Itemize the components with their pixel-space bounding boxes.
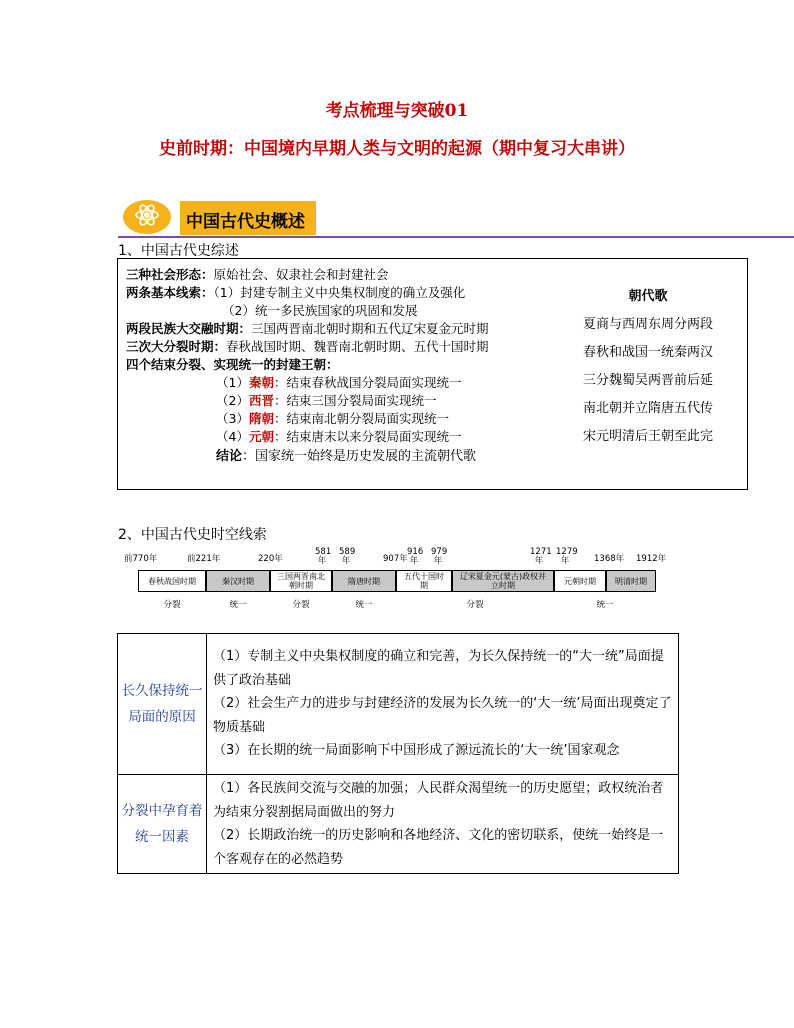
brain-atom-icon — [118, 195, 176, 237]
dynasty-yuan: （4）元朝：结束唐末以来分裂局面实现统一 — [216, 429, 462, 444]
division-label: 分裂 — [292, 600, 310, 610]
year-label: 589年 — [339, 547, 356, 566]
line-two-threads-2: （2）统一多民族国家的巩固和发展 — [222, 303, 418, 318]
unity-label: 统一 — [229, 600, 247, 610]
year-label: 581年 — [315, 547, 332, 566]
row-label: 分裂中孕育着统一因素 — [118, 775, 207, 874]
overview-box — [117, 258, 748, 490]
page-subtitle: 史前时期：中国境内早期人类与文明的起源（期中复习大串讲） — [159, 139, 635, 159]
dynasty-poem — [573, 283, 723, 451]
period-cell: 三国两晋南北朝时期 — [270, 570, 332, 592]
factor-item: （1）各民族间交流与交融的加强；人民群众渴望统一的历史愿望；政权统治者为结束分裂割据局面做出的努力 — [213, 781, 664, 820]
year-label: 1912年 — [636, 554, 667, 564]
poem-line: 三分魏蜀吴两晋前后延 — [582, 373, 713, 388]
line-fusion-periods: 两段民族大交融时期：三国两晋南北朝时期和五代辽宋夏金元时期 — [126, 321, 489, 336]
year-label: 前770年 — [124, 554, 158, 564]
year-label: 916年 — [407, 547, 424, 566]
reason-item: （3）在长期的统一局面影响下中国形成了源远流长的‘大一统’国家观念 — [213, 743, 620, 759]
year-label: 1279年 — [556, 547, 578, 566]
line-division-periods: 三次大分裂时期：春秋战国时期、魏晋南北朝时期、五代十国时期 — [126, 339, 489, 354]
period-cell: 五代十国时期 — [396, 570, 452, 592]
line-two-threads: 两条基本线索：（1）封建专制主义中央集权制度的确立及强化 — [126, 285, 466, 300]
year-label: 1271年 — [530, 547, 552, 566]
analysis-table — [117, 633, 679, 874]
line-social-forms: 三种社会形态：原始社会、奴隶社会和封建社会 — [126, 267, 389, 282]
banner-label: 中国古代史概述 — [186, 212, 305, 232]
period-cell: 辽宋夏金元(蒙古)政权并立时期 — [452, 570, 554, 592]
conclusion: 结论：国家统一始终是历史发展的主流朝代歌 — [216, 449, 477, 464]
line-unifying-dynasties: 四个结束分裂、实现统一的封建王朝： — [126, 357, 339, 372]
row-label: 长久保持统一局面的原因 — [118, 634, 207, 775]
poem-line: 夏商与西周东周分两段 — [582, 317, 713, 332]
page-title: 考点梳理与突破01 — [325, 101, 469, 121]
division-label: 分裂 — [466, 600, 484, 610]
factor-item: （2）长期政治统一的历史影响和各地经济、文化的密切联系，使统一始终是一个客观存在的必然趋势 — [213, 828, 664, 867]
year-label: 前221年 — [187, 554, 221, 564]
year-label: 1368年 — [594, 554, 625, 564]
section-banner — [180, 201, 316, 235]
unity-label: 统一 — [355, 600, 373, 610]
period-cell: 明清时期 — [606, 570, 656, 592]
period-cell: 隋唐时期 — [332, 570, 396, 592]
banner-divider — [118, 236, 794, 238]
dynasty-xijin: （2）西晋：结束三国分裂局面实现统一 — [216, 393, 437, 408]
section2-heading: 2、中国古代史时空线索 — [118, 527, 267, 543]
section1-heading: 1、中国古代史综述 — [118, 243, 239, 259]
dynasty-qin: （1）秦朝：结束春秋战国分裂局面实现统一 — [216, 375, 462, 390]
poem-line: 宋元明清后王朝至此完 — [582, 429, 713, 444]
poem-title: 朝代歌 — [628, 289, 668, 304]
period-cell: 秦汉时期 — [206, 570, 270, 592]
year-label: 979年 — [431, 547, 448, 566]
year-label: 220年 — [258, 554, 283, 564]
table-row — [118, 775, 679, 874]
poem-line: 春秋和战国一统秦两汉 — [582, 345, 713, 360]
row-content — [207, 634, 679, 775]
division-label: 分裂 — [163, 600, 181, 610]
reason-item: （2）社会生产力的进步与封建经济的发展为长久统一的‘大一统’局面出现奠定了物质基础 — [213, 696, 672, 735]
period-cell: 春秋战国时期 — [138, 570, 206, 592]
year-label: 907年 — [383, 554, 408, 564]
period-cell: 元朝时期 — [554, 570, 606, 592]
table-row — [118, 634, 679, 775]
poem-line: 南北朝并立隋唐五代传 — [582, 401, 713, 416]
timeline — [118, 547, 667, 614]
row-content — [207, 775, 679, 874]
dynasty-sui: （3）隋朝：结束南北朝分裂局面实现统一 — [216, 411, 449, 426]
unity-label: 统一 — [596, 600, 614, 610]
reason-item: （1）专制主义中央集权制度的确立和完善，为长久保持统一的“大一统”局面提供了政治基础 — [213, 649, 664, 688]
